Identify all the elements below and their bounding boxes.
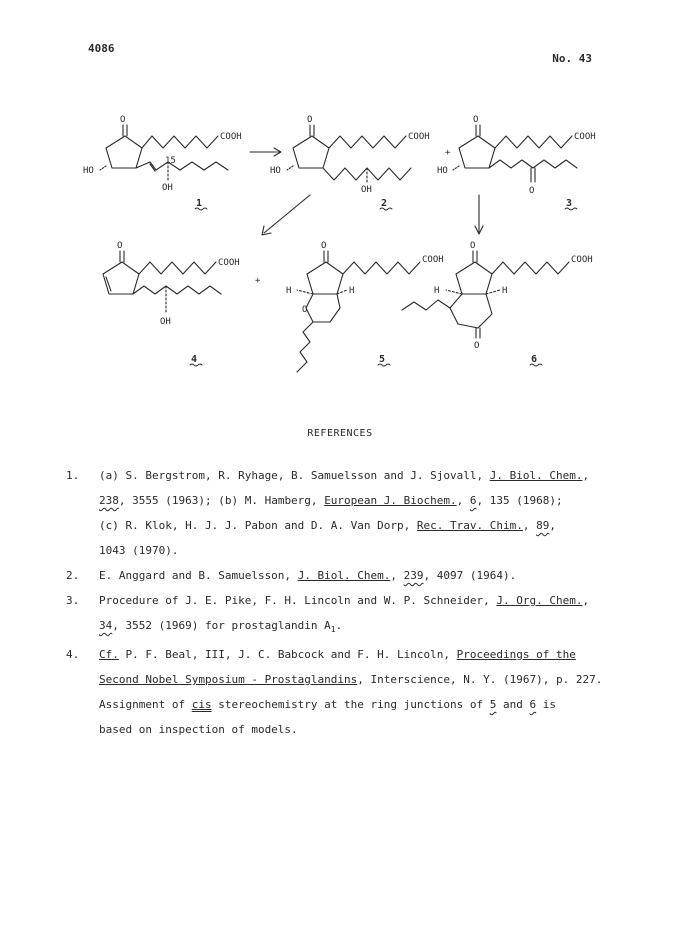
volume-number: 238: [99, 494, 119, 507]
label-ho-1: HO: [83, 166, 94, 176]
label-o-ketone-6: O: [474, 341, 480, 351]
ref-text: (c) R. Klok, H. J. J. Pabon and D. A. Van Dorp,: [99, 519, 417, 532]
ref-text: is: [536, 698, 556, 712]
ref-text: stereochemistry at the ring junctions of: [211, 698, 490, 712]
label-cooh-2: COOH: [408, 132, 430, 142]
references-list: [66, 463, 626, 742]
label-o-5: O: [321, 241, 327, 251]
compound-number-5: 5: [379, 354, 386, 365]
reference-4: [66, 642, 626, 742]
reference-line: [99, 513, 626, 538]
compound-ref: 5: [489, 698, 497, 712]
book-title: Second Nobel Symposium - Prostaglandins: [99, 673, 358, 687]
compound-number-4: 4: [191, 354, 198, 365]
reference-line: [99, 488, 626, 513]
label-o-ring-5: O: [302, 305, 308, 315]
compound-number-1: 1: [196, 198, 203, 209]
journal-title: Rec. Trav. Chim.: [416, 519, 523, 532]
ref-text: and: [496, 698, 530, 712]
ref-text: , 4097 (1964).: [423, 569, 517, 582]
page-number: 4086: [88, 42, 115, 55]
ref-text: ,: [390, 569, 404, 582]
reference-number: 4.: [66, 648, 80, 662]
references-heading: REFERENCES: [307, 428, 373, 439]
reference-line: [99, 588, 626, 613]
volume-number: 6: [469, 494, 477, 507]
label-cooh-6: COOH: [571, 255, 593, 265]
label-o-1: O: [120, 115, 126, 125]
label-h-left-6: H: [434, 286, 440, 296]
ref-text: ,: [582, 594, 590, 607]
label-cooh-1: COOH: [220, 132, 242, 142]
reference-2: [66, 563, 626, 588]
structure-compound-5: [297, 251, 420, 372]
reference-line: based on inspection of models.: [99, 723, 298, 737]
reference-number: 3.: [66, 594, 80, 607]
volume-number: 34: [99, 619, 113, 632]
ref-text: , 3555 (1963); (b) M. Hamberg,: [118, 494, 325, 507]
ref-text: P. F. Beal, III, J. C. Babcock and F. H. Lincoln,: [118, 648, 457, 662]
label-o-ketone-3: O: [529, 186, 535, 196]
label-oh-4: OH: [160, 317, 171, 327]
compound-number-2: 2: [381, 198, 388, 209]
label-ho-3: HO: [437, 166, 448, 176]
book-title: Proceedings of the: [456, 648, 576, 662]
reference-line: [99, 463, 626, 488]
structure-compound-4: [103, 251, 221, 312]
ref-text: Assignment of: [99, 698, 192, 712]
label-cooh-5: COOH: [422, 255, 444, 265]
ref-text: ,: [582, 469, 590, 482]
label-plus-1: +: [445, 148, 451, 158]
reference-3: [66, 588, 626, 642]
label-h-left-5: H: [286, 286, 292, 296]
cf-abbrev: Cf.: [99, 648, 119, 662]
ref-text: ,: [456, 494, 470, 507]
label-oh-1: OH: [162, 183, 173, 193]
subscript: 1: [330, 625, 336, 635]
label-cooh-4: COOH: [218, 258, 240, 268]
structure-compound-2: [287, 125, 411, 182]
volume-number: 89: [536, 519, 550, 532]
label-oh-2: OH: [361, 185, 372, 195]
journal-title: European J. Biochem.: [324, 494, 457, 507]
reference-line: [99, 692, 626, 717]
journal-title: J. Biol. Chem.: [489, 469, 583, 482]
label-ho-2: HO: [270, 166, 281, 176]
ref-text: E. Anggard and B. Samuelsson,: [99, 569, 298, 582]
journal-title: J. Biol. Chem.: [297, 569, 391, 582]
structure-compound-1: [100, 125, 228, 180]
reference-1: [66, 463, 626, 563]
ref-text: , Interscience, N. Y. (1967), p. 227.: [357, 673, 603, 687]
reference-line: [99, 642, 626, 667]
cis-term: cis: [191, 698, 212, 712]
ref-text: , 135 (1968);: [476, 494, 563, 507]
issue-number: No. 43: [552, 52, 592, 65]
reference-line: [99, 563, 626, 588]
label-o-3: O: [473, 115, 479, 125]
reference-line: [99, 667, 626, 692]
label-c15: 15: [165, 156, 176, 166]
ref-text: ,: [522, 519, 537, 532]
label-cooh-3: COOH: [574, 132, 596, 142]
ref-text: , 3552 (1969) for prostaglandin A: [112, 619, 331, 632]
journal-title: J. Org. Chem.: [496, 594, 583, 607]
label-o-2: O: [307, 115, 313, 125]
label-h-right-5: H: [349, 286, 355, 296]
ref-text: .: [335, 619, 343, 632]
compound-number-6: 6: [531, 354, 538, 365]
label-o-4: O: [117, 241, 123, 251]
reference-number: 1.: [66, 469, 80, 482]
volume-number: 239: [403, 569, 424, 582]
reference-number: 2.: [66, 569, 80, 582]
ref-text: ,: [549, 519, 556, 532]
label-o-6: O: [470, 241, 476, 251]
reference-line: [99, 613, 626, 642]
compound-ref: 6: [529, 698, 537, 712]
reference-line: 1043 (1970).: [99, 544, 179, 557]
ref-text: Procedure of J. E. Pike, F. H. Lincoln and W. P. Schneider,: [99, 594, 497, 607]
ref-text: (a) S. Bergstrom, R. Ryhage, B. Samuelsson and J. Sjovall,: [99, 469, 490, 482]
label-plus-2: +: [255, 276, 261, 286]
reaction-scheme: [0, 0, 680, 400]
structure-compound-3: [453, 125, 577, 182]
label-h-right-6: H: [502, 286, 508, 296]
compound-number-3: 3: [566, 198, 573, 209]
